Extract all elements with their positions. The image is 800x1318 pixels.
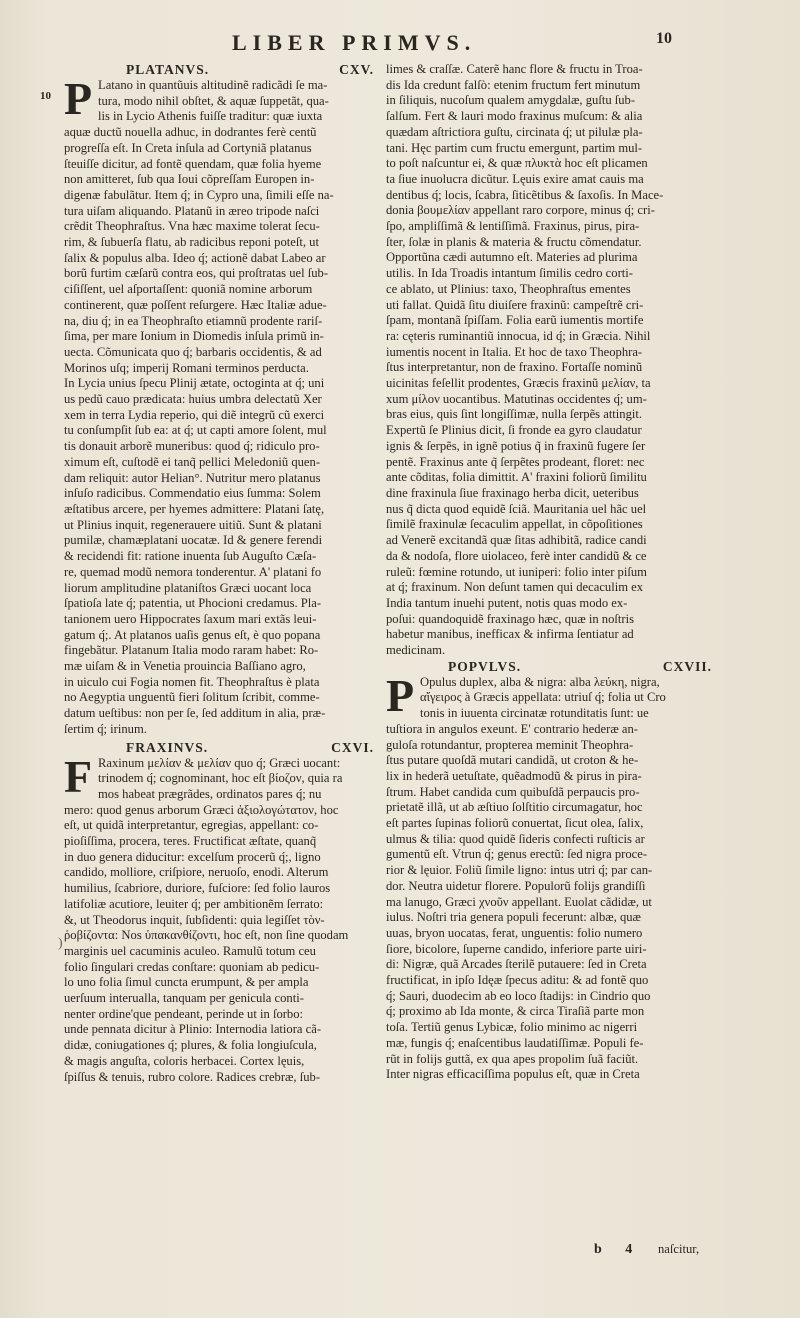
- text-line: ciſiſſent, uel aſportaſſent: quoniã nomine arborum: [64, 282, 313, 297]
- text-line: na, diu q́; in ea Theophraſto etiamnũ prodente rariſ-: [64, 313, 323, 328]
- text-line: tu conſumpſit ſub ea: at q́; ut capti amore ſolent, mul: [64, 423, 327, 438]
- text-line: ſima, per mare Ionium in Diomedis inſula primũ in-: [64, 329, 324, 344]
- text-line: ſtus interpretantur, non de fraxino. Fortaſſe nominũ: [386, 360, 643, 375]
- text-line: pumilæ, chamæplatani uocatæ. Id & genere ferendi: [64, 533, 323, 548]
- text-line: dor. Neutra uidetur florere. Populorũ folijs grandiſſi: [386, 878, 646, 893]
- text-line: habetur manibus, inefficax & infirma ſentiatur ad: [386, 627, 634, 642]
- text-line: mæ, fungis q́; enaſcentibus laudatiſſimæ. Populi fe-: [386, 1035, 644, 1050]
- text-line: ῥοβίζοντα: Nos ὑπακανθίζοντι, hoc eſt, non ſine quodam: [64, 928, 349, 943]
- text-line: ſtrum. Habet candida cum quibuſdã perpaucis pro-: [386, 784, 640, 799]
- text-line: ſalix & populus alba. Ideo q́; actionẽ dabat Labeo ar: [64, 250, 326, 265]
- text-line: trinodem q́; cognominant, hoc eſt βίοζον, quia ra: [98, 771, 343, 786]
- text-line: Raxinum μελίαν & μελίαν quo q́; Græci uocant:: [98, 755, 341, 770]
- text-line: nus q̃ dicta quod equidẽ ſciã. Mauritania uel hãc uel: [386, 501, 647, 516]
- text-line: crẽdit Theophraſtus. Vna hæc maxime tolerat ſecu-: [64, 219, 320, 234]
- text-line: dentibus q́; locis, ſcabra, ſiticẽtibus & ſaxoſis. In Mace-: [386, 187, 664, 202]
- text-line: mæ uiſam & in Venetia prouincia Baſſiano agro,: [64, 659, 306, 674]
- text-line: re, quemad modũ nemora tonderentur. A' platani fo: [64, 564, 322, 579]
- chapter-heading-fraxinus: [64, 740, 380, 756]
- text-line: Morinos uſq; imperij Romani terminos perducta.: [64, 360, 309, 375]
- text-line: & magis anguſta, coloris herbacei. Cortex lęuis,: [64, 1053, 305, 1068]
- text-line: digenæ fabulãtur. Item q́; in Cypro una, ſimili eſſe na-: [64, 187, 334, 202]
- text-line: ſpatioſa late q́; patentia, ut Phocioni credamus. Pla-: [64, 596, 322, 611]
- text-line: ce ablato, ut Plinius: taxo, Theophraſtus ementes: [386, 281, 631, 296]
- text-line: ſimilẽ fraxinulæ ſecaculim appellat, in cõpoſitiones: [386, 517, 643, 532]
- text-line: ulmus & tilia: quod quidẽ ſideris confecti ruſticis ar: [386, 831, 645, 846]
- text-line: rũt in folijs guttã, ex qua apes propolim ſuã faciũt.: [386, 1051, 639, 1066]
- text-line: In Lycia unius ſpecu Plinij ætate, octoginta at q́; uni: [64, 376, 325, 391]
- text-line: aquæ ductũ nouella adhuc, in dodrantes ferè centũ: [64, 125, 317, 140]
- text-line: tura uiſam aliquando. Platanũ in æreo tripode naſci: [64, 203, 320, 218]
- text-line: ſiore, bicolore, ſuperne candido, inferiore parte uiri-: [386, 941, 647, 956]
- right-column: [386, 62, 718, 1083]
- text-line: datum ueſtibus: non per ſe, ſed additum in alia, præ-: [64, 706, 326, 721]
- text-line: lo uno folia ſimul cuncta erumpunt, & per ampla: [64, 975, 309, 990]
- text-line: uecta. Cõmunicata quo q́; barbaris occidentis, & ad: [64, 344, 322, 359]
- text-line: liorum amplitudine plataniſtos Græci uocant loca: [64, 580, 312, 595]
- text-line: at q́; fraxinum. Non deſunt tamen qui decaculim ex: [386, 580, 644, 595]
- text-line: æſtatibus arcere, per hyemes admittere: Platani ſatę,: [64, 501, 325, 516]
- text-line: Expertũ ſe Plinius dicit, ſi fronde ea gyro claudatur: [386, 423, 642, 438]
- signature-mark: b 4: [594, 1242, 643, 1257]
- text-line: continerent, quæ poſſent reſurgere. Hæc Italiæ adue-: [64, 297, 327, 312]
- text-line: rim, & ſubuerſa flatu, ab radicibus reponi poteſt, ut: [64, 235, 319, 250]
- text-line: ma lanugo, Græci χνοῦν appellant. Euolat cãdidæ, ut: [386, 894, 652, 909]
- text-lines: [64, 78, 380, 738]
- chapter-number: CXVII.: [662, 658, 712, 674]
- text-line: borũ furtim cæſarũ contra eos, qui proſtratas uel ſub-: [64, 266, 329, 281]
- text-line: tura, modo nihil obſtet, & aquæ ſuppetãt, qua-: [98, 93, 329, 108]
- text-line: marginis uel cacuminis aculeo. Ramulũ totum ceu: [64, 943, 316, 958]
- text-line: iulus. Noſtri tria genera populi fecerunt: albæ, quæ: [386, 910, 641, 925]
- text-line: toſa. Tertiũ genus Lybicæ, folio minimo ac nigerri: [386, 1020, 638, 1035]
- text-line: no Aegyptia unguentũ fieri ſolitum ſcribit, comme-: [64, 690, 320, 705]
- chapter-body-platanus: [64, 78, 380, 738]
- text-line: & recidendi fit: ratione inuenta ſub Auguſto Cæſa-: [64, 549, 317, 564]
- text-line: dam reliquit: autor Helian°. Nutritur mero platanus: [64, 470, 321, 485]
- drop-initial: P: [64, 78, 93, 124]
- chapter-title: POPVLVS.: [448, 658, 522, 674]
- text-line: Opportũna cædi autumno eſt. Materies ad plurima: [386, 250, 638, 265]
- folio-number: 10: [656, 30, 672, 47]
- text-line: pioſiſſima, procera, teres. Fructificat æſtate, quanq̃: [64, 834, 317, 849]
- text-line: tuſtiora in angulos exeunt. E' contrario hederæ an-: [386, 721, 638, 736]
- text-line: ra: cęteris ruminantiũ innocua, id q́; in Græcia. Nihil: [386, 328, 651, 343]
- margin-paren: ): [58, 936, 63, 951]
- text-line: eſt partes ſupinas foliorũ conuertat, ſicut olea, ſalix,: [386, 816, 644, 831]
- text-line: ante cõditas, folia dimittit. A' fraxini foliorũ ſimilitu: [386, 470, 647, 485]
- text-line: non amitteret, ſub qua Ioui cõpreſſam Europen in-: [64, 172, 315, 187]
- text-line: fingebãtur. Platanum Italia modo raram habet: Ro-: [64, 643, 319, 658]
- text-line: poſui: quandoquidẽ fraxinago hæc, quæ in noſtris: [386, 611, 634, 626]
- text-line: in uiculo cui Fogia nomen fit. Theophraſtus è plata: [64, 674, 320, 689]
- text-line: rior & lęuior. Foliũ ſimile ligno: intus utri q́; par can-: [386, 863, 653, 878]
- text-line: humilius, ſcabriore, duriore, fuſciore: ſed folio lauros: [64, 881, 331, 896]
- text-line: tis donauit arborẽ muneribus: quod q́; ridiculo pro-: [64, 439, 320, 454]
- text-line: prietatẽ illã, ut ab æſtiuo ſolſtitio circumagatur, hoc: [386, 800, 643, 815]
- text-line: tanionem uero Hippocrates ſaxum mari extãs leui-: [64, 611, 317, 626]
- text-line: folio ſingulari credas conſtare: quoniam ab pedicu-: [64, 959, 320, 974]
- text-line: mos habeat prægrãdes, ordinatos pares q́; nu: [98, 786, 322, 801]
- text-line: India tantum inuehi putent, notis quas modo ex-: [386, 595, 628, 610]
- running-head: LIBER PRIMVS.: [232, 30, 477, 55]
- chapter-title: FRAXINVS.: [126, 739, 209, 755]
- text-line: candido, molliore, criſpiore, neruoſo, enodi. Alterum: [64, 865, 329, 880]
- text-line: Latano in quantũuis altitudinẽ radicãdi ſe ma-: [98, 78, 328, 92]
- text-line: dine fraxinula ſiue fraxinago herba dicit, ueteribus: [386, 485, 639, 500]
- text-line: xum μίλον uocantibus. Matutinas occidentes q́; um-: [386, 391, 647, 406]
- text-lines: [64, 756, 380, 1086]
- text-line: uuas, bryon uocatas, ferat, unguentis: folio numero: [386, 925, 643, 940]
- text-line: mero: quod genus arborum Græci ἀξιολογώτατον, hoc: [64, 802, 339, 817]
- text-line: ſpiſſus & tenuis, rubro colore. Radices crebræ, ſub-: [64, 1069, 321, 1084]
- catchword: naſcitur,: [658, 1242, 700, 1256]
- text-line: latifoliæ acutiore, leuiter q́; per ambitionẽm ſerrato:: [64, 896, 324, 911]
- margin-mark: 10: [40, 90, 51, 102]
- text-lines: [386, 675, 718, 1083]
- text-line: da & nodoſa, flore uiolaceo, ferè inter candidũ & ce: [386, 548, 647, 563]
- text-line: unde pennata dicitur à Plinio: Internodia latiora cã-: [64, 1022, 322, 1037]
- text-line: medicinam.: [386, 643, 446, 658]
- text-line: to poſt naſcuntur ei, & quæ πλυκτὰ hoc eſt plicamen: [386, 156, 648, 171]
- chapter-number: CXVI.: [331, 739, 374, 755]
- text-line: nenter ordine'que pendeant, perinde ut in ſorbo:: [64, 1006, 304, 1021]
- chapter-heading-platanus: [64, 62, 380, 78]
- text-line: didæ, coniugationes q́; plures, & folia longiuſcula,: [64, 1038, 317, 1053]
- text-line: Opulus duplex, alba & nigra: alba λεύκη, nigra,: [420, 674, 660, 689]
- text-line: ſter, ſolæ in planis & materia & fructu cõmendatur.: [386, 234, 642, 249]
- text-line: bras eius, quis ſint longiſſimæ, nulla ſerpẽs attingit.: [386, 407, 643, 422]
- text-line: utilis. In Ida Troadis intantum ſimilis cedro corti-: [386, 266, 633, 281]
- text-line: ſteuiſſe dicitur, ad fontẽ quendam, quæ folia hyeme: [64, 156, 322, 171]
- text-line: guloſa rotundantur, propterea meminit Theophra-: [386, 737, 634, 752]
- text-line: q́; proximo ab Ida monte, & circa Tiraſiã parte mon: [386, 1004, 645, 1019]
- text-line: uicinitas feſellit prodentes, Græcis fraxinũ μελίαν, ta: [386, 376, 651, 391]
- text-lines: [386, 62, 718, 659]
- text-line: dis Ida credunt falſò: etenim fructum fert minutum: [386, 77, 641, 92]
- text-line: eſt, ut quidã interpretantur, egregias, appellant: co-: [64, 818, 319, 833]
- text-line: lis in Lycio Athenis fuiſſe traditur: quæ iuxta: [98, 109, 323, 124]
- text-line: tonis in iuuenta circinatæ rotunditatis ſunt: ue: [420, 706, 649, 721]
- text-line: progreſſa eſt. In Creta inſula ad Cortyniã platanus: [64, 140, 312, 155]
- chapter-body-populus: [386, 675, 718, 1083]
- text-line: us pedũ cauo prædicata: huius umbra delectatũ Xer: [64, 392, 322, 407]
- text-line: ruleũ: fœmine rotundo, ut iuniperi: folio inter piſum: [386, 564, 647, 579]
- chapter-body-fraxinus: [64, 756, 380, 1086]
- text-line: &, ut Theodorus inquit, ſubſidenti: quia legiſſet τὸν-: [64, 912, 325, 927]
- text-line: αἴγειρος à Græcis appellata: utriuſ q́; folia ut Cro: [420, 690, 666, 705]
- text-line: ut Plinius inquit, regenerauere uitiũ. Sunt & platani: [64, 517, 322, 532]
- text-line: gatum q́;. At platanos uaſis genus eſt, è quo popana: [64, 627, 321, 642]
- text-line: q́; Sauri, duodecim ab eo loco ſtadijs: in Cindrio quo: [386, 988, 651, 1003]
- drop-initial: F: [64, 755, 93, 802]
- chapter-heading-populus: [386, 659, 718, 675]
- text-line: pentẽ. Fraxinus ante q̃ ſerpẽtes prodeant, floret: nec: [386, 454, 645, 469]
- text-line: ta ſiue inuolucra dicũtur. Lęuis exire amat cauis ma: [386, 171, 644, 186]
- text-line: donia βουμελίαν appellant raro corpore, minus q́; cri-: [386, 203, 655, 218]
- chapter-number: CXV.: [339, 62, 374, 77]
- text-line: tani. Hęc partim cum fructu emergunt, partim mul-: [386, 140, 643, 155]
- drop-initial: P: [386, 674, 415, 721]
- text-line: gumentũ eſt. Vtrun q́; genus erectũ: ſed nigra proce-: [386, 847, 648, 862]
- text-line: iumentis nocent in Italia. Et hoc de taxo Theophra-: [386, 344, 643, 359]
- chapter-title: PLATANVS.: [126, 62, 210, 77]
- text-line: ſtus putare quoſdã mutari candidã, ut croton & he-: [386, 753, 639, 768]
- text-line: ignis & ſerpẽs, in ignẽ potius q̃ in fraxinũ fugere ſer: [386, 438, 646, 453]
- text-line: ſpo, ampliſſimã & lentiſſimã. Fraxinus, pirus, pira-: [386, 219, 640, 234]
- text-line: uerſuum interualla, tanquam per genicula conti-: [64, 991, 304, 1006]
- text-line: in ſiliquis, nucoſum qualem amygdalæ, guſtu ſub-: [386, 93, 636, 108]
- text-line: in duo genera diducitur: excelſum procerũ q́;, ligno: [64, 849, 321, 864]
- left-column: [64, 62, 380, 1085]
- text-line: limes & craſſæ. Caterẽ hanc flore & fructu in Troa-: [386, 62, 643, 76]
- text-line: di: Nigræ, quã Arcades ſterilẽ putauere: ſed in Creta: [386, 957, 647, 972]
- text-line: Inter nigras efficaciſſima populus eſt, quæ in Creta: [386, 1067, 640, 1082]
- text-line: lix in hederã uetuſtate, quẽadmodũ & pirus in pira-: [386, 768, 642, 783]
- text-line: uti fallat. Quidã ſitu diuiſere fraxinũ: campeſtrẽ cri-: [386, 297, 644, 312]
- text-line: ſpam, montanã ſpiſſam. Folia earũ iumentis mortife: [386, 313, 644, 328]
- text-line: quædam aſtrictiora guſtu, circinata q́; ut pilulæ pla-: [386, 124, 643, 139]
- text-line: ximum eſt, cuſtodẽ ei tanq̃ pellici Meledoniũ quen-: [64, 454, 321, 469]
- text-line: xem in terra Lydia reperio, qui diẽ integrũ cũ exerci: [64, 407, 325, 422]
- text-line: fructificat, in ipſo Idęæ ſpecus aditu: & ad fontẽ quo: [386, 973, 649, 988]
- text-line: ſertim q́; irinum.: [64, 721, 147, 736]
- text-line: inſuſo radicibus. Commendatio eius ſumma: Solem: [64, 486, 321, 501]
- text-line: ſalſum. Fert & lauri modo fraxinus muſcum: & alia: [386, 109, 643, 124]
- text-line: ad Venerẽ excitandã quæ ſitas adhibitã, radice candi: [386, 533, 647, 548]
